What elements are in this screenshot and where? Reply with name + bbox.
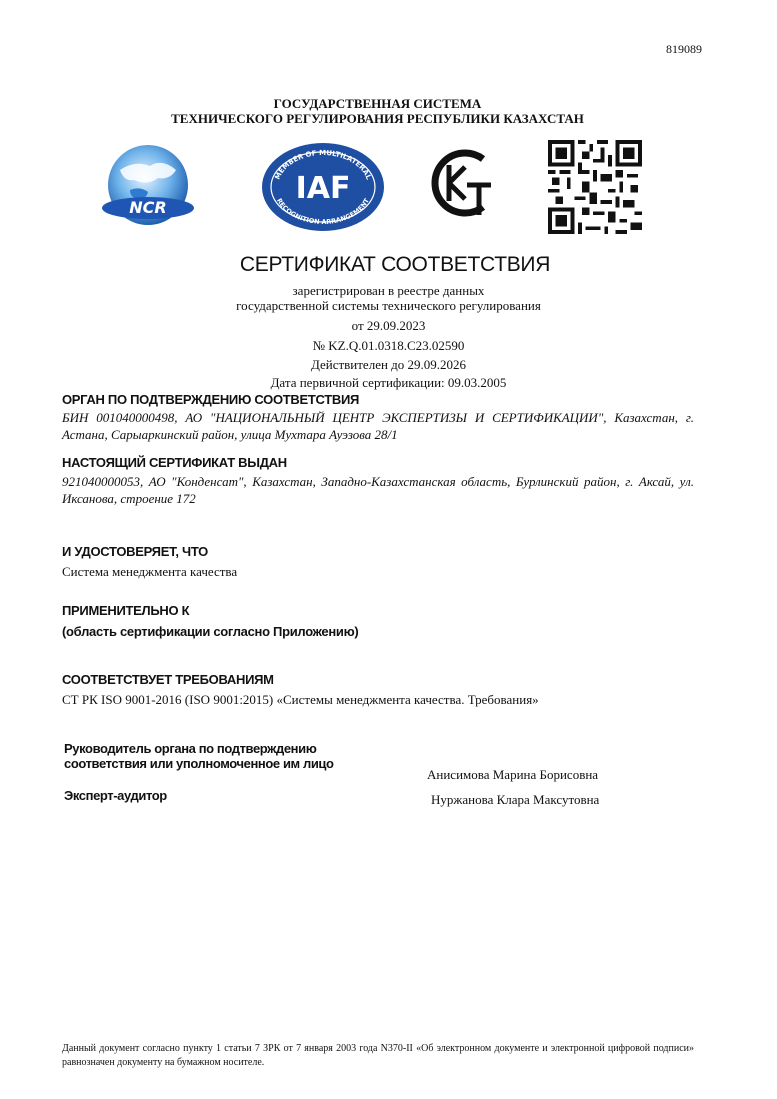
valid-until: Действителен до 29.09.2026 — [310, 357, 467, 372]
auditor-name: Нуржанова Клара Максутовна — [431, 792, 600, 807]
ncr-globe-logo — [100, 140, 196, 236]
certifies-heading: И УДОСТОВЕРЯЕТ, ЧТО — [62, 544, 208, 559]
head-signatory-name: Анисимова Марина Борисовна — [427, 767, 599, 782]
certification-body-heading: ОРГАН ПО ПОДТВЕРЖДЕНИЮ СООТВЕТСТВИЯ — [62, 392, 360, 407]
complies-text: СТ РК ISO 9001-2016 (ISO 9001:2015) «Системы менеджмента качества. Требования» — [62, 692, 539, 707]
auditor-title: Эксперт-аудитор — [64, 788, 167, 803]
head-signatory-title-line-2: соответствия или уполномоченное им лицо — [64, 756, 334, 771]
ncr-logo-text: NCR — [129, 198, 167, 217]
kz-conformity-mark — [425, 145, 497, 221]
kz-mark-text: KZ — [425, 145, 427, 146]
header-line-1: ГОСУДАРСТВЕННАЯ СИСТЕМА — [273, 96, 482, 111]
certification-body-text: БИН 001040000498, АО "НАЦИОНАЛЬНЫЙ ЦЕНТР ЭКСПЕРТИЗЫ И СЕРТИФИКАЦИИ", Казахстан, г. Астана, Сарыаркинский район, улица Мухтара Ауэзова 28/1 — [62, 410, 694, 442]
applies-text: (область сертификации согласно Приложению) — [62, 624, 359, 639]
head-signatory-title-line-1: Руководитель органа по подтверждению — [64, 741, 317, 756]
qr-code[interactable] — [548, 140, 642, 234]
certificate-title: СЕРТИФИКАТ СООТВЕТСТВИЯ — [239, 253, 551, 276]
certifies-text: Система менеджмента качества — [62, 564, 238, 579]
certificate-number: № KZ.Q.01.0318.C23.02590 — [312, 338, 465, 353]
iaf-ring-bottom-text: RECOGNITION ARRANGEMENT — [274, 196, 372, 227]
registry-line-2: государственной системы технического регулирования — [236, 298, 541, 313]
document-serial-number: 819089 — [666, 42, 702, 56]
applies-heading: ПРИМЕНИТЕЛЬНО К — [62, 603, 190, 618]
iaf-ring-top-text: MEMBER OF MULTILATERAL — [273, 148, 373, 181]
issued-to-heading: НАСТОЯЩИЙ СЕРТИФИКАТ ВЫДАН — [62, 455, 287, 470]
legal-footer: Данный документ согласно пункту 1 статьи 7 ЗРК от 7 января 2003 года N370-II «Об электронном документе и электронной цифровой подписи» равнозначен документу на бумажном носителе. — [62, 1043, 694, 1068]
complies-heading: СООТВЕТСТВУЕТ ТРЕБОВАНИЯМ — [62, 672, 274, 687]
registry-line-1: зарегистрирован в реестре данных — [292, 283, 485, 298]
iaf-logo — [260, 142, 386, 232]
first-certification-date: Дата первичной сертификации: 09.03.2005 — [270, 375, 507, 390]
issued-to-text: 921040000053, АО "Конденсат", Казахстан, Западно-Казахстанская область, Бурлинский район, г. Аксай, ул. Иксанова, строение 172 — [62, 474, 694, 506]
header-line-2: ТЕХНИЧЕСКОГО РЕГУЛИРОВАНИЯ РЕСПУБЛИКИ КАЗАХСТАН — [171, 111, 584, 126]
registration-date: от 29.09.2023 — [351, 318, 426, 333]
iaf-logo-text: IAF — [295, 171, 351, 206]
